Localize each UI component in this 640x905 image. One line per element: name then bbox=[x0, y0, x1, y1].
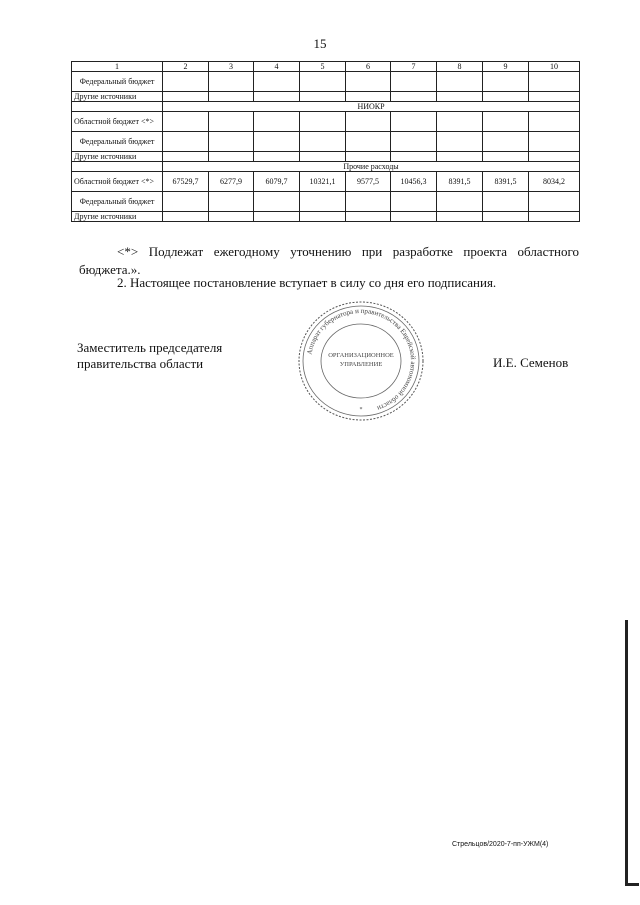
signer-name: И.Е. Семенов bbox=[493, 355, 569, 370]
svg-text:*: * bbox=[359, 407, 363, 413]
row-label: Другие источники bbox=[72, 152, 163, 162]
table-cell bbox=[163, 112, 209, 132]
table-header-cell: 9 bbox=[483, 62, 529, 72]
official-stamp bbox=[296, 299, 426, 423]
paragraph-effective-date: 2. Настоящее постановление вступает в силу со дня его подписания. bbox=[117, 275, 497, 290]
table-cell bbox=[437, 92, 483, 102]
table-cell bbox=[346, 132, 391, 152]
table-cell bbox=[346, 152, 391, 162]
budget-table bbox=[71, 61, 580, 222]
table-cell bbox=[163, 92, 209, 102]
table-header-cell: 1 bbox=[72, 62, 163, 72]
table-cell bbox=[529, 192, 580, 212]
row-label: Другие источники bbox=[72, 92, 163, 102]
table-cell bbox=[163, 192, 209, 212]
table-cell bbox=[300, 72, 346, 92]
footer-document-code: Стрельцов/2020-7-пп-УЖМ(4) bbox=[452, 841, 549, 848]
table-row bbox=[72, 112, 580, 132]
table-cell bbox=[209, 112, 254, 132]
table-cell bbox=[483, 152, 529, 162]
scan-edge-corner bbox=[625, 883, 639, 886]
table-cell bbox=[483, 92, 529, 102]
table-cell bbox=[209, 192, 254, 212]
table-row bbox=[72, 152, 580, 162]
page-number: 15 bbox=[313, 36, 327, 51]
table-cell bbox=[437, 212, 483, 222]
row-label: Другие источники bbox=[72, 212, 163, 222]
table-cell bbox=[300, 92, 346, 102]
row-label: Федеральный бюджет bbox=[72, 132, 163, 152]
table-cell bbox=[391, 192, 437, 212]
table-cell bbox=[529, 152, 580, 162]
table-cell: 10321,1 bbox=[300, 172, 346, 192]
table-cell bbox=[254, 212, 300, 222]
budget-table-body bbox=[72, 62, 580, 222]
table-cell bbox=[300, 152, 346, 162]
table-cell bbox=[300, 112, 346, 132]
section-title: Прочие расходы bbox=[163, 162, 580, 172]
table-cell bbox=[483, 72, 529, 92]
table-row bbox=[72, 172, 580, 192]
table-cell bbox=[209, 72, 254, 92]
table-cell: 6277,9 bbox=[209, 172, 254, 192]
stamp-ring-text: Аппарат губернатора и правительства Еврейской автономной области bbox=[305, 306, 418, 413]
table-cell bbox=[254, 192, 300, 212]
table-cell bbox=[529, 92, 580, 102]
table-cell bbox=[391, 72, 437, 92]
table-cell bbox=[483, 132, 529, 152]
table-cell bbox=[437, 152, 483, 162]
table-cell bbox=[483, 112, 529, 132]
table-cell bbox=[529, 212, 580, 222]
table-row bbox=[72, 92, 580, 102]
table-cell: 8034,2 bbox=[529, 172, 580, 192]
table-header-cell: 4 bbox=[254, 62, 300, 72]
table-cell bbox=[163, 72, 209, 92]
signer-title-line1: Заместитель председателя bbox=[77, 340, 223, 355]
table-cell bbox=[346, 192, 391, 212]
table-cell bbox=[163, 212, 209, 222]
table-cell bbox=[437, 112, 483, 132]
table-cell bbox=[391, 132, 437, 152]
scan-edge-line bbox=[625, 620, 628, 885]
table-cell bbox=[391, 212, 437, 222]
table-cell bbox=[346, 112, 391, 132]
table-cell bbox=[254, 152, 300, 162]
table-cell bbox=[209, 132, 254, 152]
stamp-center-line1: ОРГАНИЗАЦИОННОЕ bbox=[328, 352, 394, 359]
table-cell bbox=[346, 212, 391, 222]
table-cell bbox=[254, 92, 300, 102]
table-header-row bbox=[72, 62, 580, 72]
table-header-cell: 7 bbox=[391, 62, 437, 72]
stamp-center-line2: УПРАВЛЕНИЕ bbox=[339, 361, 383, 368]
table-cell bbox=[346, 72, 391, 92]
row-label: Федеральный бюджет bbox=[72, 192, 163, 212]
table-header-cell: 8 bbox=[437, 62, 483, 72]
table-cell bbox=[529, 112, 580, 132]
table-cell bbox=[437, 72, 483, 92]
table-cell bbox=[437, 132, 483, 152]
table-cell bbox=[300, 212, 346, 222]
table-cell bbox=[391, 92, 437, 102]
table-cell: 9577,5 bbox=[346, 172, 391, 192]
table-cell: 10456,3 bbox=[391, 172, 437, 192]
table-cell bbox=[300, 192, 346, 212]
table-header-cell: 2 bbox=[163, 62, 209, 72]
table-cell bbox=[391, 112, 437, 132]
table-header-cell: 6 bbox=[346, 62, 391, 72]
table-cell bbox=[254, 112, 300, 132]
table-cell bbox=[346, 92, 391, 102]
section-row bbox=[72, 162, 580, 172]
table-cell bbox=[209, 152, 254, 162]
table-cell bbox=[163, 152, 209, 162]
row-label: Федеральный бюджет bbox=[72, 72, 163, 92]
table-cell bbox=[254, 72, 300, 92]
table-cell: 8391,5 bbox=[437, 172, 483, 192]
table-row bbox=[72, 192, 580, 212]
table-row bbox=[72, 212, 580, 222]
table-cell bbox=[254, 132, 300, 152]
table-cell: 67529,7 bbox=[163, 172, 209, 192]
row-label: Областной бюджет <*> bbox=[72, 172, 163, 192]
signer-title bbox=[77, 340, 277, 372]
table-cell bbox=[300, 132, 346, 152]
table-cell bbox=[529, 72, 580, 92]
table-cell bbox=[483, 192, 529, 212]
table-header-cell: 5 bbox=[300, 62, 346, 72]
table-header-cell: 10 bbox=[529, 62, 580, 72]
section-row bbox=[72, 102, 580, 112]
table-cell bbox=[529, 132, 580, 152]
table-cell bbox=[391, 152, 437, 162]
table-row bbox=[72, 72, 580, 92]
row-label: Областной бюджет <*> bbox=[72, 112, 163, 132]
table-cell: 8391,5 bbox=[483, 172, 529, 192]
footnote-text: <*> Подлежат ежегодному уточнению при разработке проекта областного бюджета.». bbox=[79, 244, 579, 277]
section-title: НИОКР bbox=[163, 102, 580, 112]
table-header-cell: 3 bbox=[209, 62, 254, 72]
table-cell: 6079,7 bbox=[254, 172, 300, 192]
table-row bbox=[72, 132, 580, 152]
table-cell bbox=[209, 212, 254, 222]
signer-title-line2: правительства области bbox=[77, 356, 204, 371]
table-cell bbox=[163, 132, 209, 152]
table-cell bbox=[437, 192, 483, 212]
table-cell bbox=[209, 92, 254, 102]
table-cell bbox=[483, 212, 529, 222]
